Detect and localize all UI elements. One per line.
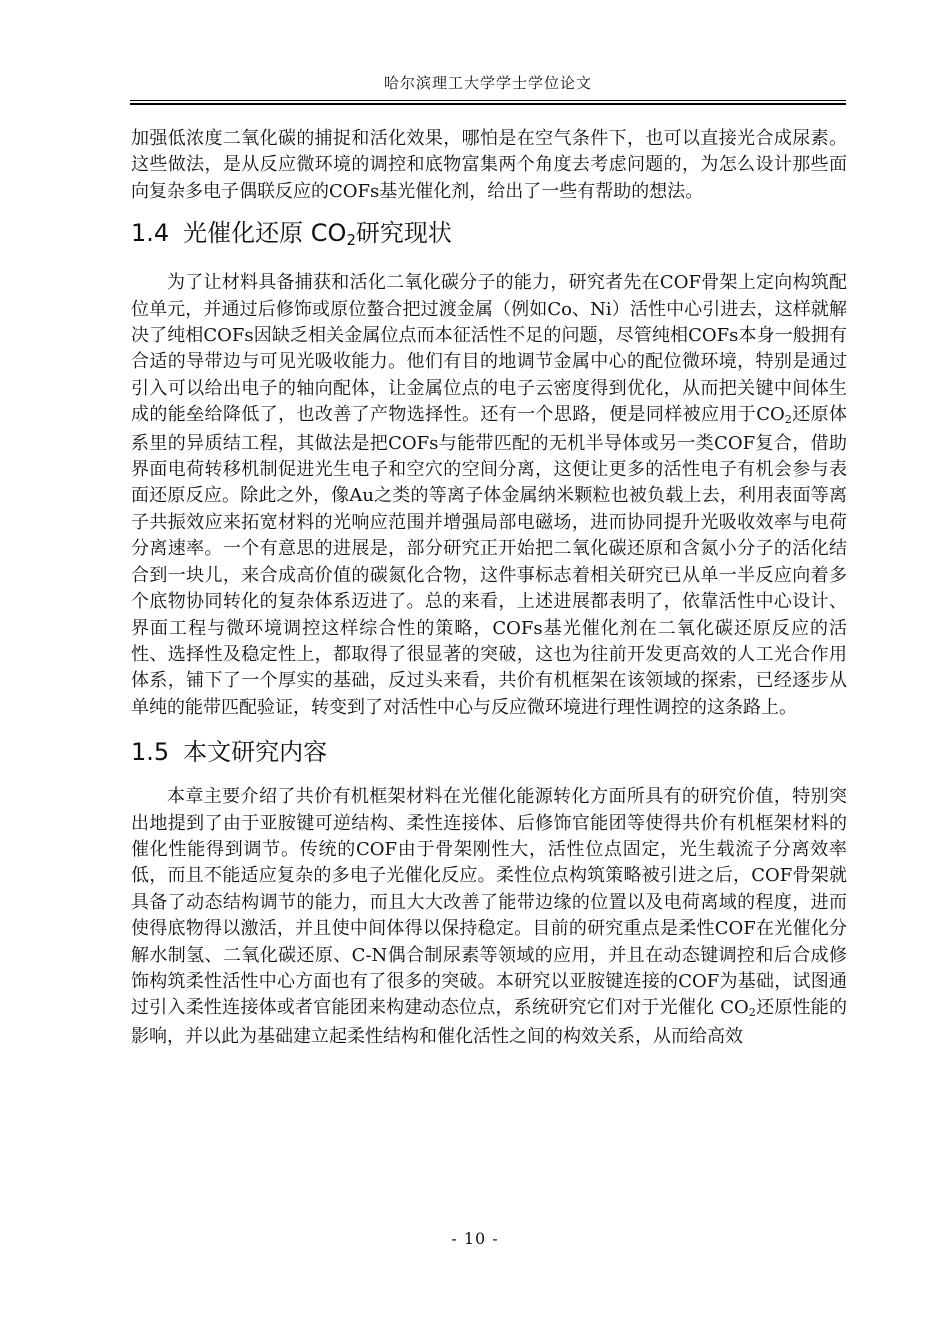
- paragraph-continued: 加强低浓度二氧化碳的捕捉和活化效果，哪怕是在空气条件下，也可以直接光合成尿素。这些做法，是从反应微环境的调控和底物富集两个角度去考虑问题的，为怎么设计那些面向复杂多电子偶联反应的COFs基光催化剂，给出了一些有帮助的想法。: [131, 128, 847, 202]
- header-rule-thin: [130, 100, 846, 101]
- paragraph-research-content: [131, 784, 847, 1050]
- section-number: 1.5: [131, 738, 170, 767]
- paragraph-text: 还原体系里的异质结工程，其做法是把COFs与能带匹配的无机半导体或另一类COF复合，借助界面电荷转移机制促进光生电子和空穴的空间分离，这便让更多的活性电子有机会参与表面还原反应。除此之外，像Au之类的等离子体金属纳米颗粒也被负载上去，利用表面等离子共振效应来拓宽材料的光响应范围并增强局部电磁场，进而协同提升光吸收效率与电荷分离速率。一个有意思的进展是，部分研究正开始把二氧化碳还原和含氮小分子的活化结合到一块儿，来合成高价值的碳氮化合物，这件事标志着相关研究已从单一半反应向着多个底物协同转化的复杂体系迈进了。总的来看，上述进展都表明了，依靠活性中心设计、界面工程与微环境调控这样综合性的策略，COFs基光催化剂在二氧化碳还原反应的活性、选择性及稳定性上，都取得了很显著的突破，这也为往前开发更高效的人工光合作用体系，铺下了一个厚实的基础，反过头来看，共价有机框架在该领域的探索，已经逐步从单纯的能带匹配验证，转变到了对活性中心与反应微环境进行理性调控的这条路上。: [131, 404, 848, 718]
- section-title: 本文研究内容: [183, 738, 328, 767]
- subscript: 2: [346, 230, 356, 249]
- paragraph-co2-reduction-status: [131, 270, 847, 721]
- paragraph-text: 为了让材料具备捕获和活化二氧化碳分子的能力，研究者先在COF骨架上定向构筑配位单元，并通过后修饰或原位螯合把过渡金属（例如Co、Ni）活性中心引进去，这样就解决了纯相COFs因缺乏相关金属位点而本征活性不足的问题，尽管纯相COFs本身一般拥有合适的导带边与可见光吸收能力。他们有目的地调节金属中心的配位微环境，特别是通过引入可以给出电子的轴向配体，让金属位点的电子云密度得到优化，从而把关键中间体生成的能垒给降低了，也改善了产物选择性。还有一个思路，便是同样被应用于CO: [131, 272, 847, 426]
- page-body: [131, 126, 847, 1050]
- page-number: - 10 -: [451, 1229, 499, 1248]
- section-title-part: 研究现状: [355, 219, 452, 248]
- section-heading-1-4: [131, 218, 847, 251]
- running-header: 哈尔滨理工大学学士学位论文: [383, 74, 592, 92]
- section-title-part: 光催化还原 CO: [183, 219, 347, 248]
- paragraph-text: 本章主要介绍了共价有机框架材料在光催化能源转化方面所具有的研究价值，特别突出地提到了由于亚胺键可逆结构、柔性连接体、后修饰官能团等使得共价有机框架材料的催化性能得到调节。传统的COF由于骨架刚性大，活性位点固定，光生载流子分离效率低，而且不能适应复杂的多电子光催化反应。柔性位点构筑策略被引进之后，COF骨架就具备了动态结构调节的能力，而且大大改善了能带边缘的位置以及电荷离域的程度，进而使得底物得以激活，并且使中间体得以保持稳定。目前的研究重点是柔性COF在光催化分解水制氢、二氧化碳还原、C-N偶合制尿素等领域的应用，并且在动态键调控和后合成修饰构筑柔性活性中心方面也有了很多的突破。本研究以亚胺键连接的COF为基础，试图通过引入柔性连接体或者官能团来构建动态位点，系统研究它们对于光催化 CO: [131, 786, 847, 1019]
- subscript: 2: [784, 413, 792, 427]
- paragraph-text: 还原性能的影响，并以此为基础建立起柔性结构和催化活性之间的构效关系，从而给高效: [131, 997, 848, 1047]
- section-heading-1-5: [131, 737, 847, 767]
- section-number: 1.4: [131, 219, 170, 248]
- header-rule-thick: [130, 103, 846, 105]
- subscript: 2: [748, 1006, 756, 1020]
